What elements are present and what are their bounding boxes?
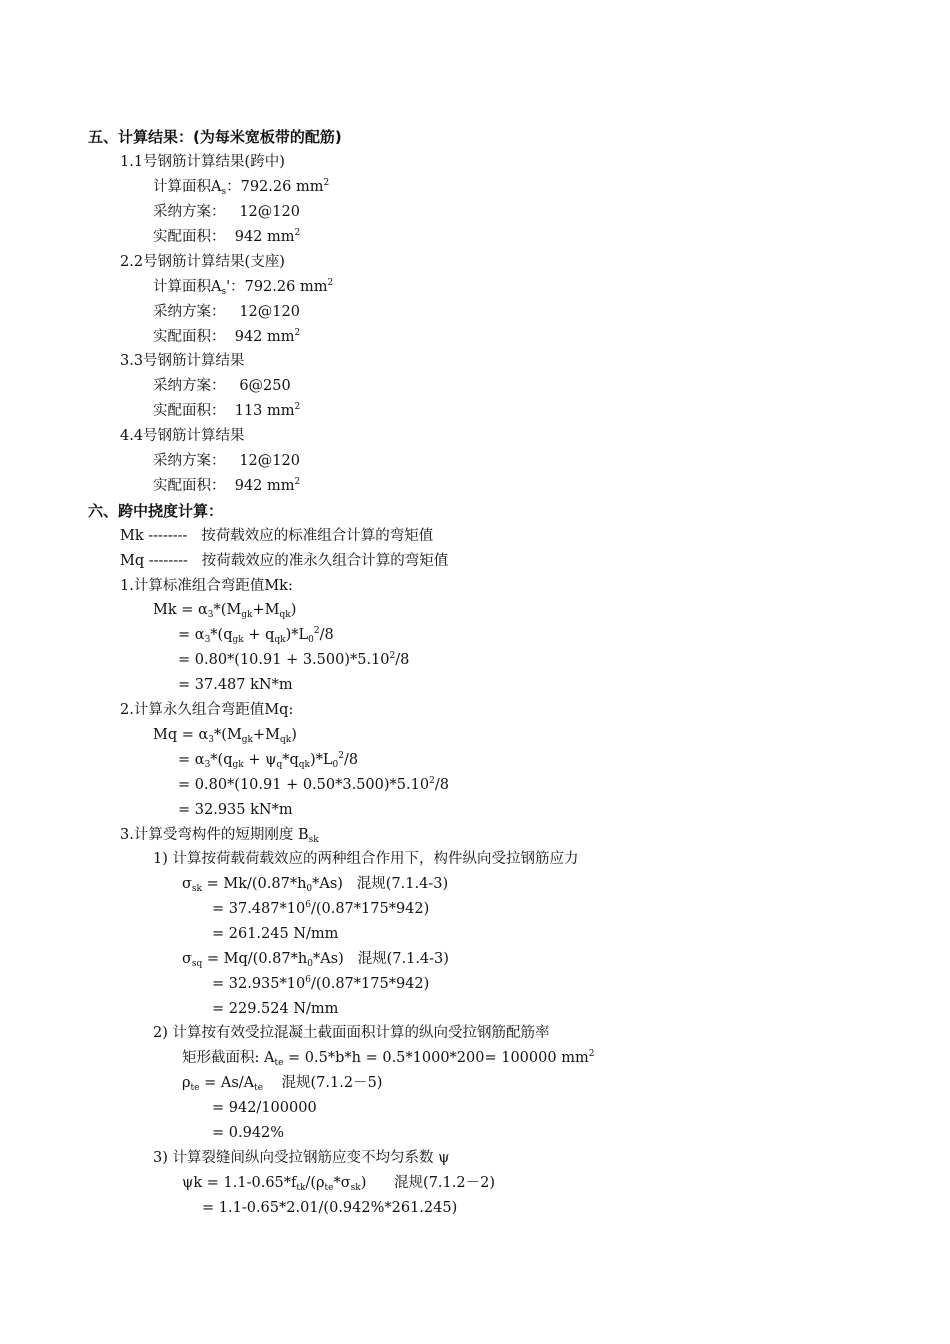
text-line: = 261.245 N/mm: [212, 926, 339, 942]
text-line: = $0.80*(10.91 + 0.50*3.500)*5.10^2/8$: [178, 776, 449, 793]
text-line: = $0.80*(10.91 + 3.500)*5.10^2/8$: [178, 651, 410, 668]
text-line: $\sigma_{sq} = Mq/(0.87*h_0*As)$ 混规(7.1.4-3): [182, 951, 449, 969]
text-line: 1) 计算按荷载荷载效应的两种组合作用下，构件纵向受拉钢筋应力: [153, 851, 579, 867]
text-line: = 37.487 kN*m: [178, 677, 293, 693]
text-line: $Mk = \alpha_3*(M_{gk}+M_{qk})$: [153, 602, 297, 620]
text-line: = 0.942%: [212, 1125, 285, 1141]
text-line: 2.2号钢筋计算结果(支座): [120, 254, 285, 270]
text-line: 3.计算受弯构件的短期刚度 $B_{sk}$: [120, 827, 319, 845]
text-line: = $\alpha_3*(q_{gk} + q_{qk})*L_0^2/8$: [178, 626, 334, 645]
section-heading: 六、跨中挠度计算：: [88, 502, 224, 520]
text-line: = $\alpha_3*(q_{gk} + \psi_q*q_{qk})*L_0^2/8$: [178, 751, 359, 770]
text-line: 3) 计算裂缝间纵向受拉钢筋应变不均匀系数 ψ: [153, 1150, 450, 1166]
text-line: 矩形截面积: $A_{te} = 0.5*b*h = 0.5*1000*200= 100000$ $mm^2$: [182, 1049, 595, 1068]
text-line: = $32.935*10^6/(0.87*175*942)$: [212, 975, 430, 992]
text-line: $Mq = \alpha_3*(M_{gk}+M_{qk})$: [153, 727, 297, 745]
text-line: 实配面积： 113 $mm^2$: [153, 402, 301, 419]
text-line: 实配面积： 942 $mm^2$: [153, 328, 301, 345]
text-line: 1.计算标准组合弯距值Mk:: [120, 578, 293, 594]
text-line: Mq -------- 按荷载效应的准永久组合计算的弯矩值: [120, 553, 449, 569]
text-line: 计算面积$A_s'$：792.26 $mm^2$: [153, 278, 334, 297]
text-line: 采纳方案： 12@120: [153, 204, 300, 220]
text-line: $\rho_{te} = As/A_{te}$ 混规(7.1.2－5): [182, 1075, 383, 1093]
text-line: 计算面积$A_s$：792.26 $mm^2$: [153, 178, 330, 197]
text-line: 2) 计算按有效受拉混凝土截面面积计算的纵向受拉钢筋配筋率: [153, 1025, 550, 1041]
text-line: $\psi k = 1.1-0.65*f_{tk}/(\rho_{te}*\sigma_{sk})$ 混规(7.1.2－2): [182, 1175, 495, 1193]
text-line: 采纳方案： 12@120: [153, 304, 300, 320]
text-line: 4.4号钢筋计算结果: [120, 428, 245, 444]
text-line: = 32.935 kN*m: [178, 802, 293, 818]
text-line: 实配面积： 942 $mm^2$: [153, 477, 301, 494]
text-line: = 229.524 N/mm: [212, 1001, 339, 1017]
text-line: $\sigma_{sk} = Mk/(0.87*h_0*As)$ 混规(7.1.4-3): [182, 876, 449, 894]
text-line: 1.1号钢筋计算结果(跨中): [120, 154, 285, 170]
text-line: Mk -------- 按荷载效应的标准组合计算的弯矩值: [120, 528, 434, 544]
text-line: 采纳方案： 12@120: [153, 453, 300, 469]
text-line: = $37.487*10^6/(0.87*175*942)$: [212, 900, 430, 917]
text-line: 采纳方案： 6@250: [153, 378, 291, 394]
text-line: 2.计算永久组合弯距值Mq:: [120, 702, 294, 718]
section-heading: 五、计算结果：(为每米宽板带的配筋): [88, 128, 342, 146]
text-line: = 1.1-0.65*2.01/(0.942%*261.245): [202, 1200, 458, 1216]
text-line: 实配面积： 942 $mm^2$: [153, 228, 301, 245]
text-line: = 942/100000: [212, 1100, 317, 1116]
text-line: 3.3号钢筋计算结果: [120, 353, 245, 369]
